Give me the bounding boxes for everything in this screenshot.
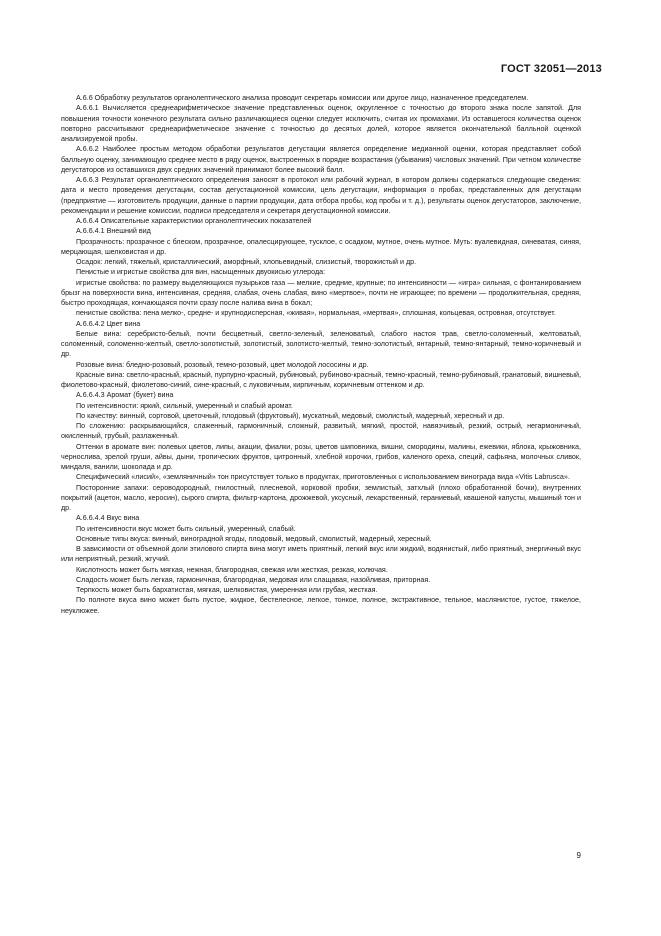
paragraph: Белые вина: серебристо-белый, почти бесцветный, светло-зеленый, зеленоватый, слабого настоя трав, светло-соломенный, желтоватый, соломенный, соломенно-желтый, светло-золотистый, золотистый, золотисто-желтый, темно-золотистый, янтарный, темно-янтарный, темно-коричневый и др. [61, 329, 581, 359]
paragraph: А.6.6.2 Наиболее простым методом обработки результатов дегустации является определение медианной оценки, которая представляет собой балльную оценку, занимающую среднее место в ряду оценок, выстроенных в порядке возрастания (убывания) числовых значений. При четном количестве дегустаторов из оставшихся двух средних значений принимают более высокий балл. [61, 145, 581, 174]
paragraph: А.6.6.1 Вычисляется среднеарифметическое значение представленных оценок, округленное с точностью до второго знака после запятой. Для повышения точности конечного результата сильно различающиеся оценки следует исключить, считая их промахами. Из оставшегося количества оценок повторно рассчитывают среднеарифметическое значение с точностью до десятых долей, которое является окончательной балльной оценкой анализируемой пробы. [61, 104, 581, 143]
paragraph: По интенсивности вкус может быть сильный, умеренный, слабый. [76, 524, 296, 533]
paragraph: По качеству: винный, сортовой, цветочный, плодовый (фруктовый), мускатный, медовый, смолистый, мадерный, хересный и др. [76, 411, 505, 420]
subsection-heading: А.6.6.4.2 Цвет вина [76, 319, 141, 328]
paragraph: По сложению: раскрывающийся, слаженный, гармоничный, сложный, развитый, мягкий, простой, навязчивый, резкий, острый, негармоничный, окисленный, грубый, разлаженный. [61, 422, 581, 441]
subsection-heading: А.6.6.4.3 Аромат (букет) вина [76, 391, 174, 400]
paragraph: По интенсивности: яркий, сильный, умеренный и слабый аромат. [76, 401, 293, 410]
paragraph: А.6.6.3 Результат органолептического определения заносят в протокол или рабочий журнал, в котором должны содержаться следующие сведения: дата и место проведения дегустации, состав дегустационной комиссии, цель дегустации, информация о пробах, представленных для дегустации (предприятие — изготовитель продукции, данные о партии продукции, дата отбора пробы, код пробы и т. д.), результаты оценок дегустаторов, заключение, рекомендации и решение комиссии, подписи председателя и секретаря дегустационной комиссии. [61, 176, 581, 215]
page-number: 9 [576, 851, 581, 860]
paragraph: Сладость может быть легкая, гармоничная, благородная, медовая или слащавая, назойливая, приторная. [76, 575, 431, 584]
paragraph: Специфический «лисий», «земляничный» тон присутствует только в продуктах, приготовленных с использованием винограда вида «Vitis Labrusca». [76, 473, 570, 482]
paragraph: пенистые свойства: пена мелко-, средне- и крупнодисперсная, «живая», нормальная, «мертвая», сплошная, кольцевая, островная, отсутствует. [76, 309, 556, 318]
document-body [61, 93, 581, 616]
paragraph: игристые свойства: по размеру выделяющихся пузырьков газа — мелкие, средние, крупные; по интенсивности — «игра» сильная, с фонтанированием брызг на поверхности вина, интенсивная, средняя, слабая, очень слабая, вино «мертвое», почти не играющее; по времени — продолжительная, средняя, быстро проходящая, кончающаяся почти сразу после налива вина в бокал; [61, 278, 581, 307]
subsection-heading: А.6.6.4.4 Вкус вина [76, 514, 140, 523]
paragraph: Прозрачность: прозрачное с блеском, прозрачное, опалесцирующее, тусклое, с осадком, мутное, очень мутное. Муть: вуалевидная, синеватая, синяя, мерцающая, шелковистая и др. [61, 237, 581, 256]
subsection-heading: А.6.6.4.1 Внешний вид [76, 227, 151, 236]
paragraph: Пенистые и игристые свойства для вин, насыщенных двуокисью углерода: [76, 268, 326, 277]
paragraph: Оттенки в аромате вин: полевых цветов, липы, акации, фиалки, розы, цветов шиповника, вишни, смородины, малины, ежевики, яблока, крыжовника, чернослива, зрелой груши, айвы, дыни, тропических фруктов, цитронный, хлебной корочки, грибов, каленого ореха, специй, сафьяна, молочных сливок, миндаля, ванили, шоколада и др. [61, 442, 581, 471]
paragraph: Красные вина: светло-красный, красный, пурпурно-красный, рубиновый, рубиново-красный, темно-красный, темно-рубиновый, гранатовый, вишневый, фиолетово-красный, фиолетово-синий, сине-красный, с луковичным, кирпичным, коричневым оттенком и др. [61, 370, 581, 389]
paragraph: В зависимости от объемной доли этилового спирта вина могут иметь приятный, легкий вкус или жидкий, водянистый, либо приятный, энергичный вкус или неприятный, резкий, жгучий. [61, 545, 581, 564]
paragraph: А.6.6 Обработку результатов органолептического анализа проводит секретарь комиссии или другое лицо, назначенное председателем. [76, 94, 529, 102]
paragraph: Кислотность может быть мягкая, нежная, благородная, свежая или жесткая, резкая, колючая. [76, 565, 388, 574]
paragraph: Терпкость может быть бархатистая, мягкая, шелковистая, умеренная или грубая, жесткая. [76, 586, 378, 594]
document-code: ГОСТ 32051—2013 [500, 63, 602, 75]
paragraph: Посторонние запахи: сероводородный, гнилостный, плесневой, корковой пробки, землистый, затхлый (плохо обработанной бочки), внутренних покрытий (ацетон, масло, керосин), сырого спирта, фильтр-картона, дрожжевой, уксусный, лекарственный, гераниевый, квашеной капусты, мышиный тон и др. [61, 483, 581, 512]
paragraph: По полноте вкуса вино может быть пустое, жидкое, бестелесное, легкое, тонкое, полное, экстрактивное, тельное, маслянистое, густое, тяжелое, неуклюжее. [61, 596, 581, 615]
paragraph: Розовые вина: бледно-розовый, розовый, темно-розовый, цвет молодой лососины и др. [76, 360, 369, 369]
paragraph: Осадок: легкий, тяжелый, кристаллический, аморфный, хлопьевидный, слизистый, творожистый и др. [76, 258, 417, 266]
section-heading: А.6.6.4 Описательные характеристики органолептических показателей [76, 217, 312, 225]
paragraph: Основные типы вкуса: винный, виноградной ягоды, плодовый, медовый, смолистый, мадерный, хересный. [76, 534, 432, 543]
